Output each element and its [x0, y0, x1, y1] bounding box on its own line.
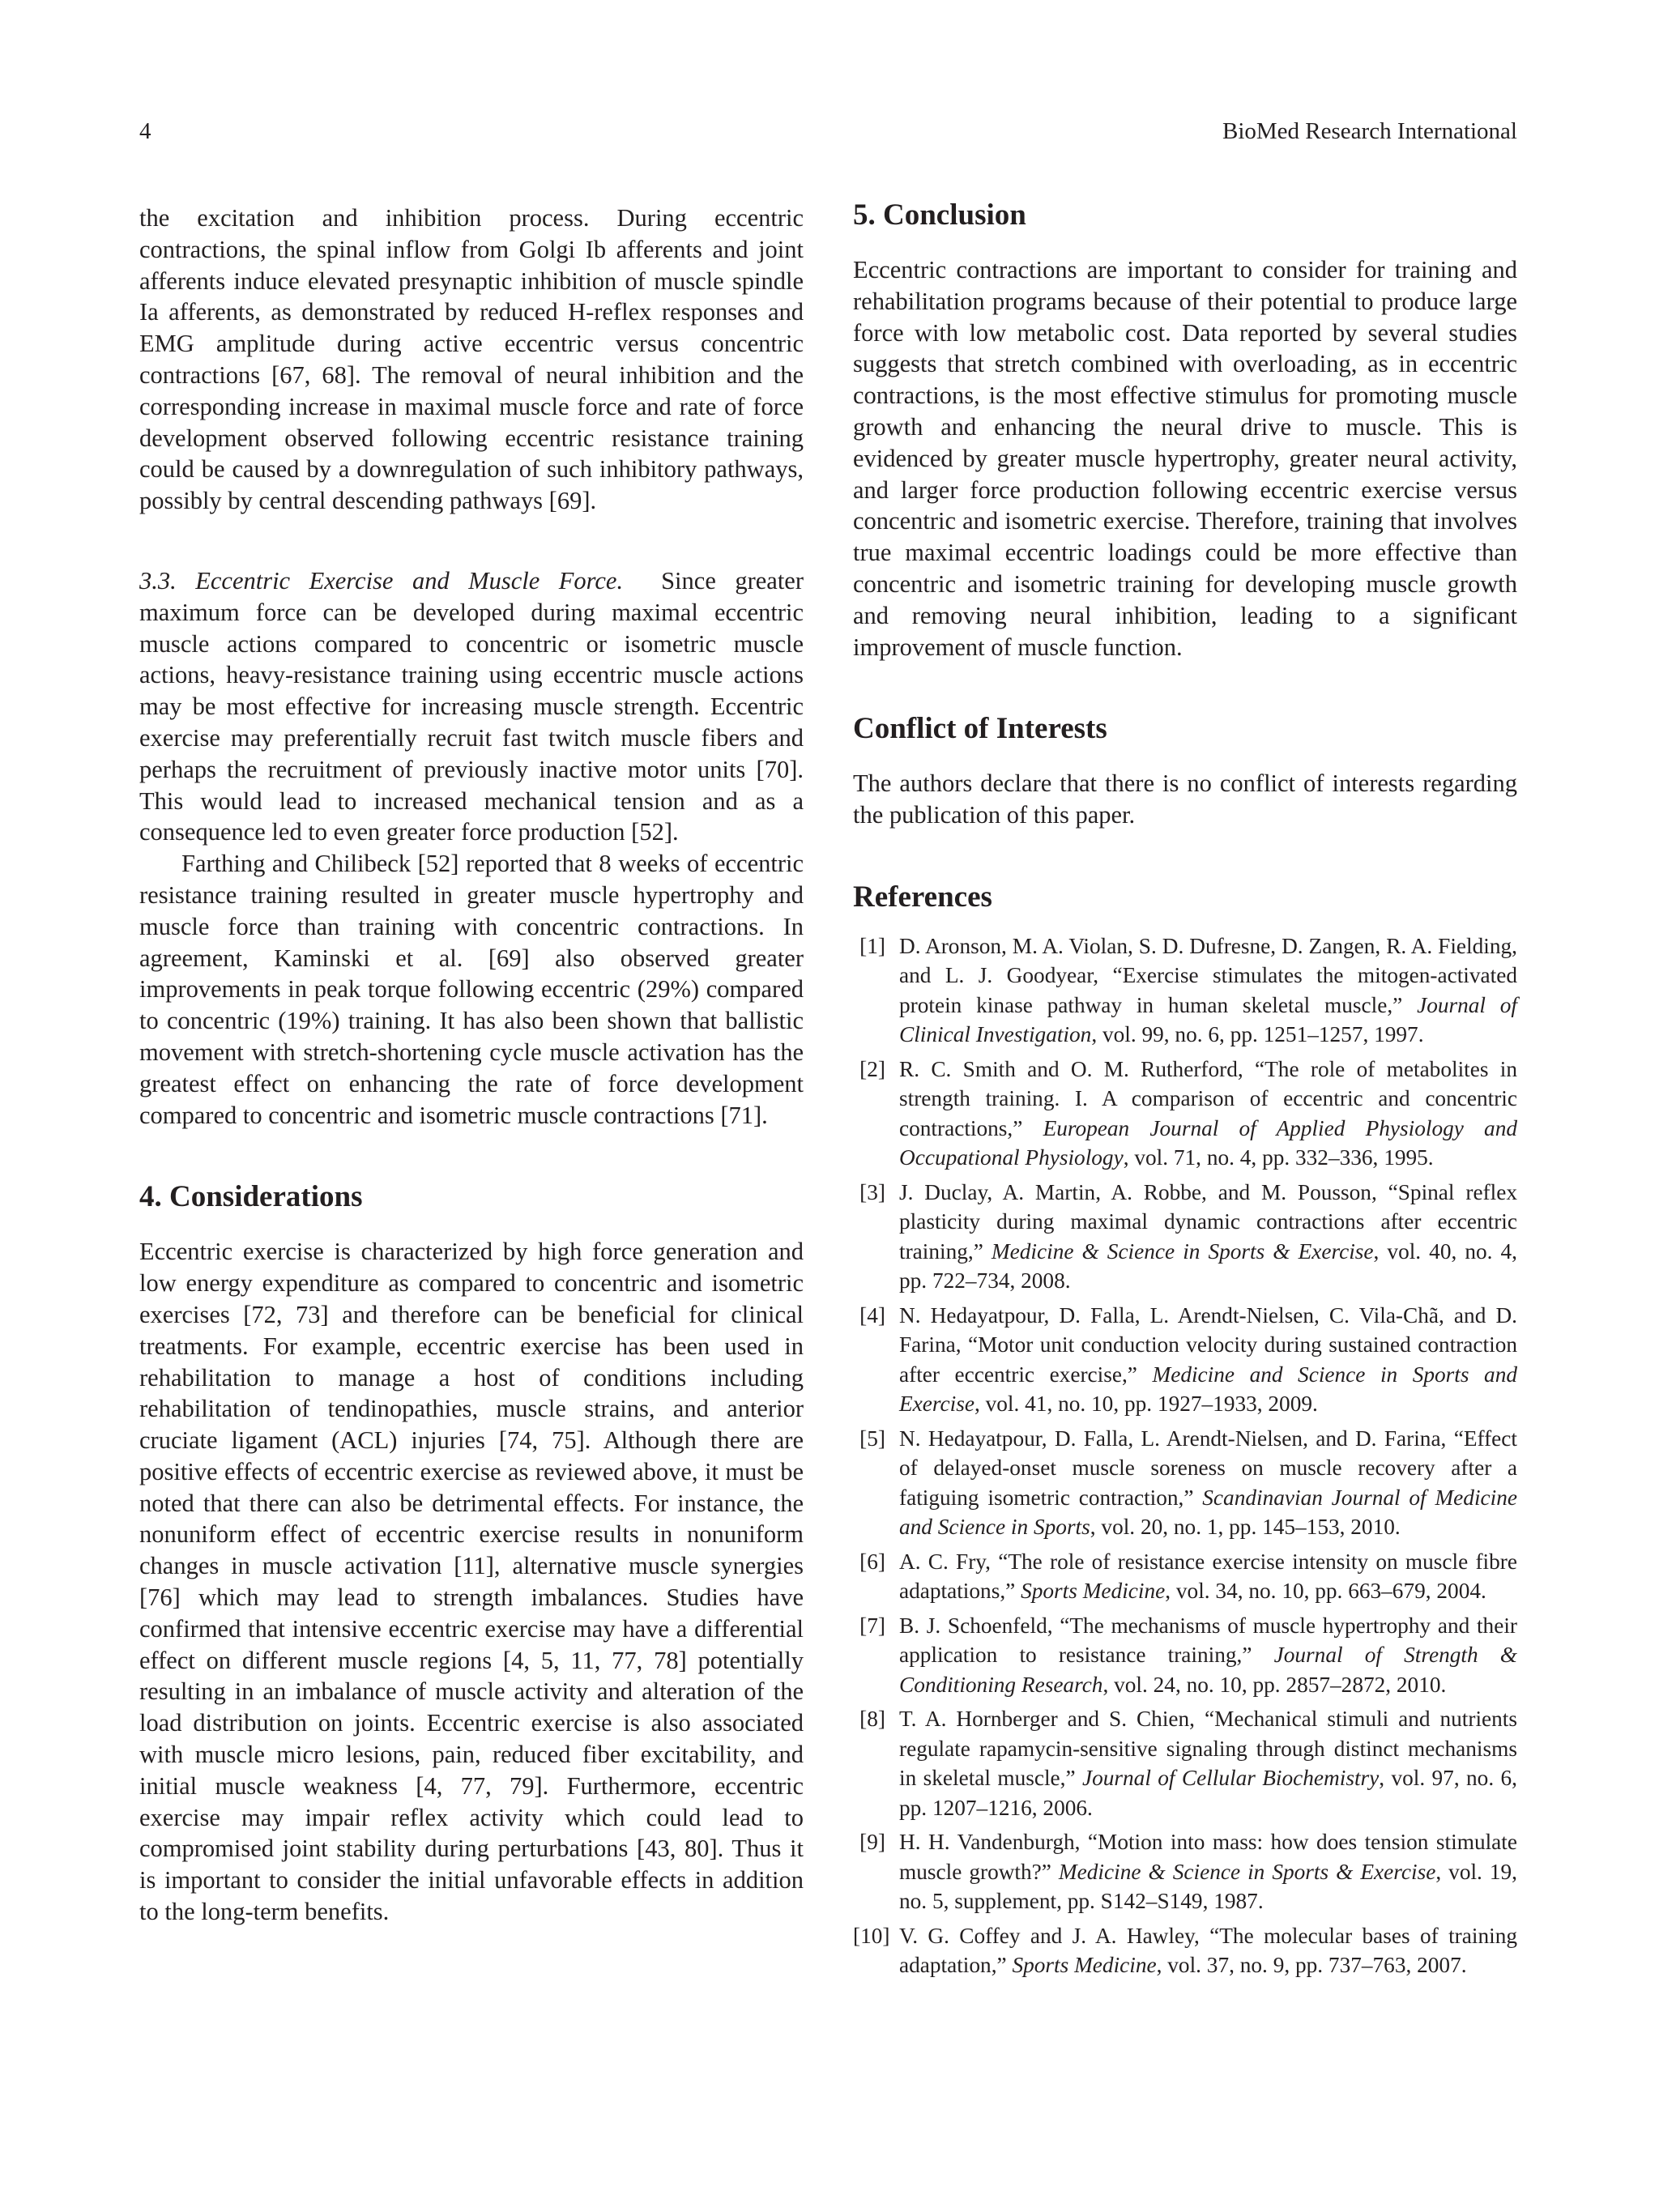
left-column: [139, 202, 804, 1928]
reference-number: [3]: [859, 1179, 885, 1204]
reference-details: , vol. 99, no. 6, pp. 1251–1257, 1997.: [1091, 1022, 1424, 1047]
reference-text: D. Aronson, M. A. Violan, S. D. Dufresne, D. Zangen, R. A. Fielding, and L. J. Goodyear, “Exercise stimulates the mitogen-activated protein kinase pathway in human skeletal muscle,”: [899, 933, 1517, 1017]
reference-journal: Journal of Clinical Investigation: [899, 992, 1517, 1047]
paragraph-continuation: the excitation and inhibition process. During eccentric contractions, the spinal inflow from Golgi Ib afferents and joint afferents induce elevated presynaptic inhibition of muscle spindle Ia afferents, as demonstrated by reduced H-reflex responses and EMG amplitude during active eccentric versus concentric contractions [67, 68]. The removal of neural inhibition and the corresponding increase in maximal muscle force and rate of force development observed following eccentric resistance training could be caused by a downregulation of such inhibitory pathways, possibly by central descending pathways [69].: [139, 204, 804, 515]
reference-text: T. A. Hornberger and S. Chien, “Mechanical stimuli and nutrients regulate rapamycin-sensitive signaling through distinct mechanisms in skeletal muscle,”: [899, 1707, 1517, 1791]
reference-number: [1]: [859, 933, 885, 958]
reference-details: , vol. 19, no. 5, supplement, pp. S142–S149, 1987.: [899, 1859, 1518, 1914]
paragraph-eccentric-force: [139, 565, 804, 848]
section-heading-conclusion: 5. Conclusion: [853, 198, 1026, 232]
paragraph-considerations: Eccentric exercise is characterized by high force generation and low energy expenditure as compared to concentric and isometric exercises [72, 73] and therefore can be beneficial for clinical treatments. For example, eccentric exercise has been used in rehabilitation to manage a host of conditions including rehabilitation of tendinopathies, muscle strains, and anterior cruciate ligament (ACL) injuries [74, 75]. Although there are positive effects of eccentric exercise as reviewed above, it must be noted that there can also be detrimental effects. For instance, the nonuniform effect of eccentric exercise results in nonuniform changes in muscle activation [11], alternative muscle synergies [76] which may lead to strength imbalances. Studies have confirmed that intensive eccentric exercise may have a differential effect on different muscle regions [4, 5, 11, 77, 78] potentially resulting in an imbalance of muscle activity and alteration of the load distribution on joints. Eccentric exercise is also associated with muscle micro lesions, pain, reduced fiber excitability, and initial muscle weakness [4, 77, 79]. Furthermore, eccentric exercise may impair reflex activity which could lead to compromised joint stability during perturbations [43, 80]. Thus it is important to consider the initial unfavorable effects in addition to the long-term benefits.: [139, 1238, 804, 1926]
reference-text: B. J. Schoenfeld, “The mechanisms of muscle hypertrophy and their application to resistance training,”: [899, 1613, 1517, 1668]
reference-text: N. Hedayatpour, D. Falla, L. Arendt-Nielsen, and D. Farina, “Effect of delayed-onset muscle soreness on muscle recovery after a fatiguing isometric contraction,”: [899, 1426, 1517, 1510]
reference-text: N. Hedayatpour, D. Falla, L. Arendt-Nielsen, C. Vila-Chã, and D. Farina, “Motor unit conduction velocity during sustained contraction after eccentric exercise,”: [899, 1302, 1517, 1387]
reference-text: H. H. Vandenburgh, “Motion into mass: how does tension stimulate muscle growth?”: [899, 1830, 1517, 1884]
reference-number: [8]: [859, 1707, 885, 1732]
reference-number: [2]: [859, 1056, 885, 1081]
section-heading-conflict: Conflict of Interests: [853, 712, 1107, 746]
reference-number: [5]: [859, 1426, 885, 1451]
paragraph-conflict: The authors declare that there is no conflict of interests regarding the publication of this paper.: [853, 769, 1517, 829]
reference-details: , vol. 24, no. 10, pp. 2857–2872, 2010.: [1102, 1672, 1447, 1697]
right-column: [853, 198, 1518, 1985]
subsection-heading: 3.3. Eccentric Exercise and Muscle Force.: [139, 566, 624, 595]
paragraph-conclusion: Eccentric contractions are important to consider for training and rehabilitation programs because of their potential to produce large force with low metabolic cost. Data reported by several studies suggests that stretch combined with overloading, as in eccentric contractions, is the most effective stimulus for promoting muscle growth and enhancing the neural drive to muscle. This is evidenced by greater muscle hypertrophy, greater neural activity, and larger force production following eccentric exercise versus concentric and isometric exercise. Therefore, training that involves true maximal eccentric loadings could be more effective than concentric and isometric training for developing muscle growth and removing neural inhibition, leading to a significant improvement of muscle function.: [853, 256, 1517, 661]
reference-item: [853, 1424, 1517, 1542]
reference-journal: Scandinavian Journal of Medicine and Science in Sports: [899, 1485, 1517, 1540]
reference-details: , vol. 71, no. 4, pp. 332–336, 1995.: [1123, 1145, 1434, 1170]
reference-details: , vol. 37, no. 9, pp. 737–763, 2007.: [1156, 1953, 1467, 1978]
reference-text: R. C. Smith and O. M. Rutherford, “The role of metabolites in strength training. I. A comparison of eccentric and concentric contractions,”: [899, 1056, 1517, 1140]
reference-journal: Medicine & Science in Sports & Exercise: [1058, 1859, 1436, 1884]
page-number: 4: [139, 118, 151, 144]
reference-journal: Journal of Strength & Conditioning Research: [899, 1643, 1518, 1697]
reference-text: J. Duclay, A. Martin, A. Robbe, and M. Pousson, “Spinal reflex plasticity during maximal dynamic contractions after eccentric training,”: [899, 1179, 1517, 1264]
reference-journal: Medicine and Science in Sports and Exercise: [899, 1362, 1517, 1417]
reference-item: [853, 1827, 1517, 1916]
section-heading-references: References: [853, 880, 992, 914]
reference-details: , vol. 40, no. 4, pp. 722–734, 2008.: [899, 1238, 1518, 1294]
reference-journal: Medicine & Science in Sports & Exercise: [991, 1238, 1374, 1264]
reference-item: [853, 1704, 1517, 1822]
paragraph-text: Since greater maximum force can be developed during maximal eccentric muscle actions compared to concentric or isometric muscle actions, heavy-resistance training using eccentric muscle actions may be most effective for increasing muscle strength. Eccentric exercise may preferentially recruit fast twitch muscle fibers and perhaps the recruitment of previously inactive motor units [70]. This would lead to increased mechanical tension and as a consequence led to even greater force production [52].: [139, 566, 804, 846]
section-heading-considerations: 4. Considerations: [139, 1180, 363, 1214]
reference-list: [853, 931, 1517, 1980]
reference-item: [853, 1611, 1517, 1700]
reference-journal: European Journal of Applied Physiology and Occupational Physiology: [899, 1115, 1518, 1170]
reference-journal: Sports Medicine: [1012, 1953, 1157, 1978]
reference-journal: Journal of Cellular Biochemistry: [1081, 1766, 1380, 1791]
reference-number: [4]: [859, 1302, 885, 1328]
reference-text: V. G. Coffey and J. A. Hawley, “The molecular bases of training adaptation,”: [899, 1923, 1517, 1978]
paragraph-farthing: Farthing and Chilibeck [52] reported that 8 weeks of eccentric resistance training resulted in greater muscle hypertrophy and muscle force than training with concentric contractions. In agreement, Kaminski et al. [69] also observed greater improvements in peak torque following eccentric (29%) compared to concentric (19%) training. It has also been shown that ballistic movement with stretch-shortening cycle muscle activation has the greatest effect on enhancing the rate of force development compared to concentric and isometric muscle contractions [71].: [139, 850, 804, 1129]
reference-details: , vol. 34, no. 10, pp. 663–679, 2004.: [1165, 1579, 1486, 1604]
reference-item: [853, 1178, 1517, 1296]
reference-item: [853, 1055, 1517, 1173]
reference-journal: Sports Medicine: [1021, 1579, 1166, 1604]
reference-item: [853, 931, 1517, 1050]
reference-number: [10]: [853, 1923, 890, 1948]
reference-details: , vol. 41, no. 10, pp. 1927–1933, 2009.: [974, 1392, 1318, 1417]
reference-number: [7]: [859, 1613, 885, 1638]
reference-item: [853, 1547, 1517, 1606]
journal-title: BioMed Research International: [1222, 118, 1517, 144]
reference-number: [6]: [859, 1549, 885, 1574]
reference-item: [853, 1301, 1517, 1419]
reference-details: , vol. 97, no. 6, pp. 1207–1216, 2006.: [899, 1766, 1517, 1820]
reference-details: , vol. 20, no. 1, pp. 145–153, 2010.: [1090, 1515, 1401, 1540]
reference-item: [853, 1921, 1517, 1980]
reference-number: [9]: [859, 1830, 885, 1855]
reference-text: A. C. Fry, “The role of resistance exercise intensity on muscle fibre adaptations,”: [899, 1549, 1517, 1604]
